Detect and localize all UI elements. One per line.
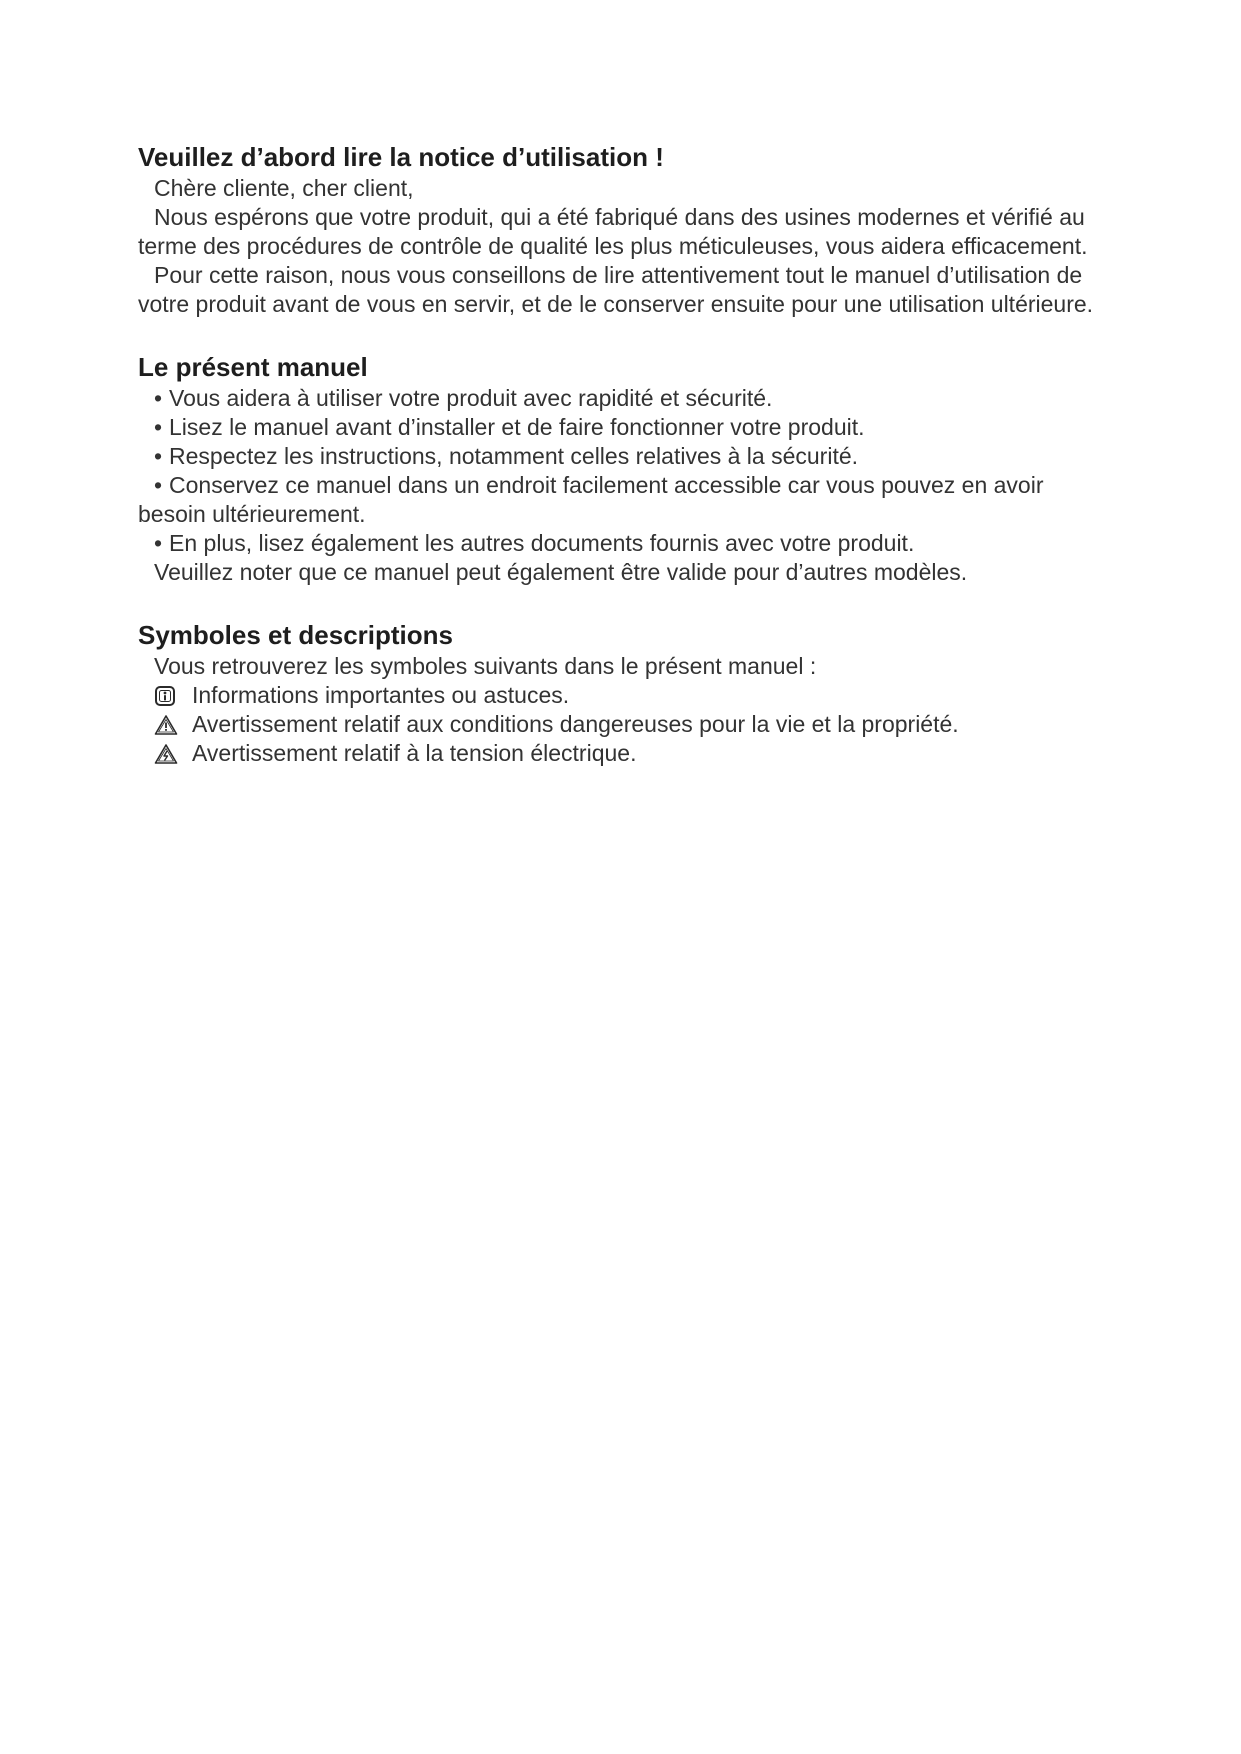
manual-note: Veuillez noter que ce manuel peut également être valide pour d’autres modèles. bbox=[154, 559, 968, 585]
intro-paragraph-1: Nous espérons que votre produit, qui a été fabriqué dans des usines modernes et vérifié au terme des procédures de contrôle de qualité les plus méticuleuses, vous aidera efficacement. bbox=[138, 204, 1088, 259]
manual-bullet-text: Vous aidera à utiliser votre produit avec rapidité et sécurité. bbox=[169, 385, 773, 411]
bullet-dot: • bbox=[154, 414, 163, 440]
bullet-dot: • bbox=[154, 472, 163, 498]
manual-bullet bbox=[138, 442, 1103, 471]
manual-page bbox=[138, 140, 1103, 768]
electric-warning-icon bbox=[154, 743, 178, 765]
manual-bullet-text: Lisez le manuel avant d’installer et de faire fonctionner votre produit. bbox=[169, 414, 865, 440]
manual-section bbox=[138, 350, 1103, 587]
bullet-dot: • bbox=[154, 443, 163, 469]
symbol-row-info bbox=[138, 681, 1103, 710]
intro-section bbox=[138, 140, 1103, 319]
symbol-text: Informations importantes ou astuces. bbox=[192, 682, 570, 708]
bullet-dot: • bbox=[154, 530, 163, 556]
symbols-section bbox=[138, 618, 1103, 768]
manual-bullet-text: En plus, lisez également les autres documents fournis avec votre produit. bbox=[169, 530, 915, 556]
warning-triangle-icon bbox=[154, 714, 178, 736]
symbol-row-electric bbox=[138, 739, 1103, 768]
symbol-row-warning bbox=[138, 710, 1103, 739]
manual-bullet bbox=[138, 413, 1103, 442]
info-icon bbox=[154, 685, 178, 707]
symbol-text: Avertissement relatif aux conditions dangereuses pour la vie et la propriété. bbox=[192, 711, 959, 737]
manual-bullet bbox=[138, 471, 1103, 529]
manual-bullet bbox=[138, 529, 1103, 558]
symbols-intro: Vous retrouverez les symboles suivants dans le présent manuel : bbox=[154, 653, 817, 679]
intro-heading: Veuillez d’abord lire la notice d’utilisation ! bbox=[138, 142, 664, 172]
symbol-text: Avertissement relatif à la tension électrique. bbox=[192, 740, 637, 766]
intro-paragraph-2: Pour cette raison, nous vous conseillons de lire attentivement tout le manuel d’utilisation de votre produit avant de vous en servir, et de le conserver ensuite pour une utilisation ultérieure. bbox=[138, 262, 1094, 317]
manual-bullet-text: Respectez les instructions, notamment celles relatives à la sécurité. bbox=[169, 443, 859, 469]
symbols-heading: Symboles et descriptions bbox=[138, 620, 453, 650]
manual-bullet bbox=[138, 384, 1103, 413]
bullet-dot: • bbox=[154, 385, 163, 411]
manual-bullet-text: Conservez ce manuel dans un endroit facilement accessible car vous pouvez en avoir besoin ultérieurement. bbox=[138, 472, 1044, 527]
greeting-text: Chère cliente, cher client, bbox=[154, 175, 414, 201]
manual-heading: Le présent manuel bbox=[138, 352, 368, 382]
